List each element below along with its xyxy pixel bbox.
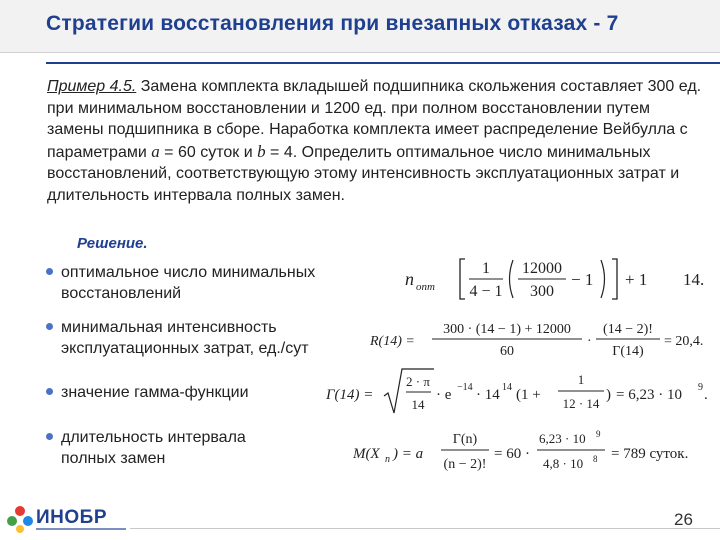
bullet-dot — [46, 433, 53, 440]
param-b: b — [257, 141, 266, 161]
bullet-dot — [46, 388, 53, 395]
f3-paren-open: (1 + — [516, 387, 541, 403]
f2-dot: · — [587, 334, 592, 349]
f3-paren-close: ) — [606, 387, 611, 403]
f3-result-power: 9 — [698, 382, 703, 393]
f3-lhs: Γ(14) = — [326, 387, 374, 403]
f4-lhs-end: ) = a — [393, 446, 424, 462]
f2-lhs: R(14) = — [370, 334, 415, 349]
f2-result: = 20,4. — [664, 334, 704, 349]
f3-root-den: 14 — [411, 397, 425, 412]
f1-plus-one: + 1 — [625, 270, 648, 289]
f4-mid: = 60 · — [494, 446, 530, 462]
problem-text-2: = 60 суток и — [159, 143, 258, 161]
f4-lhs-sub: n — [385, 454, 390, 465]
logo-text: ИНОБР — [36, 507, 107, 528]
f1-denom-a: 4 − 1 — [469, 283, 503, 300]
f4-f2-den-pow: 8 — [593, 454, 598, 464]
logo-underline — [36, 528, 126, 530]
f4-f1-num: Γ(n) — [452, 432, 478, 447]
f3-exp-power: −14 — [457, 382, 473, 393]
f3-frac-den: 12 · 14 — [562, 396, 600, 411]
formula-interval — [353, 428, 715, 478]
f2-den-right: Γ(14) — [612, 344, 644, 359]
logo — [6, 503, 126, 533]
f2-num-right: (14 − 2)! — [603, 322, 653, 337]
example-label: Пример 4.5. — [47, 78, 137, 95]
formula-gamma — [326, 366, 714, 420]
bullet-text: значение гамма-функции — [61, 384, 249, 401]
bullet-text: длительность интервала полных замен — [61, 429, 246, 467]
f3-pow-power: 14 — [502, 382, 512, 393]
f3-exp-part: · e — [436, 387, 452, 403]
f3-frac-num: 1 — [577, 372, 585, 387]
bullet-gamma — [46, 382, 336, 403]
solution-label: Решение. — [77, 235, 148, 252]
formula-r14 — [370, 316, 715, 364]
bullet-text: оптимальное число минимальных восстановлений — [61, 264, 316, 302]
f4-f2-den: 4,8 · 10 — [543, 456, 584, 471]
f4-lhs: M(X — [353, 446, 380, 462]
title-divider — [46, 62, 720, 64]
slide-title: Стратегии восстановления при внезапных отказах - 7 — [46, 12, 619, 35]
f4-f2-num: 6,23 · 10 — [539, 431, 586, 446]
f2-den-left: 60 — [500, 344, 514, 359]
bullet-text: минимальная интенсивность эксплуатационных затрат, ед./сут — [61, 319, 309, 357]
formula-n-opt — [405, 255, 710, 305]
f1-one: 1 — [482, 260, 490, 277]
f1-lhs: n — [405, 269, 414, 289]
logo-mark-icon — [6, 505, 34, 533]
f3-result: = 6,23 · 10 — [616, 387, 682, 403]
f1-num-b: 12000 — [522, 260, 562, 277]
f1-lhs-sub: опт — [416, 281, 435, 293]
f1-denom-b: 300 — [530, 283, 554, 300]
f1-result: 14. — [683, 270, 705, 289]
bullet-interval — [46, 427, 286, 469]
bullet-min-intensity — [46, 317, 356, 359]
problem-statement — [47, 76, 707, 207]
f4-f1-den: (n − 2)! — [443, 457, 487, 472]
f4-f2-num-pow: 9 — [596, 429, 601, 439]
bullet-dot — [46, 323, 53, 330]
f3-pow-part: · 14 — [476, 387, 500, 403]
f4-result: = 789 суток. — [611, 446, 689, 462]
bullet-optimal-number — [46, 262, 346, 304]
problem-text-1: Замена комплекта вкладышей подшипника скольжения составляет 300 ед. при минимальном восстановлении и 1200 ед. при полном восстановлении путем замены подшипника в сборе. Наработка комплекта имеет распределение Вейбулла с параметрами — [47, 78, 702, 161]
f3-result-end: . — [704, 387, 708, 403]
problem-text-3: = 4. Определить оптимальное число минимальных восстановлений, соответствующую этому интенсивность эксплуатационных затрат и длительность интервала полных замен. — [47, 143, 680, 204]
bullet-dot — [46, 268, 53, 275]
footer-divider — [130, 528, 720, 529]
f1-minus-one: − 1 — [571, 270, 594, 289]
f2-num-left: 300 · (14 − 1) + 12000 — [443, 322, 571, 337]
f3-root-num: 2 · π — [406, 374, 430, 389]
page-number: 26 — [674, 510, 693, 529]
param-a: a — [151, 141, 160, 161]
